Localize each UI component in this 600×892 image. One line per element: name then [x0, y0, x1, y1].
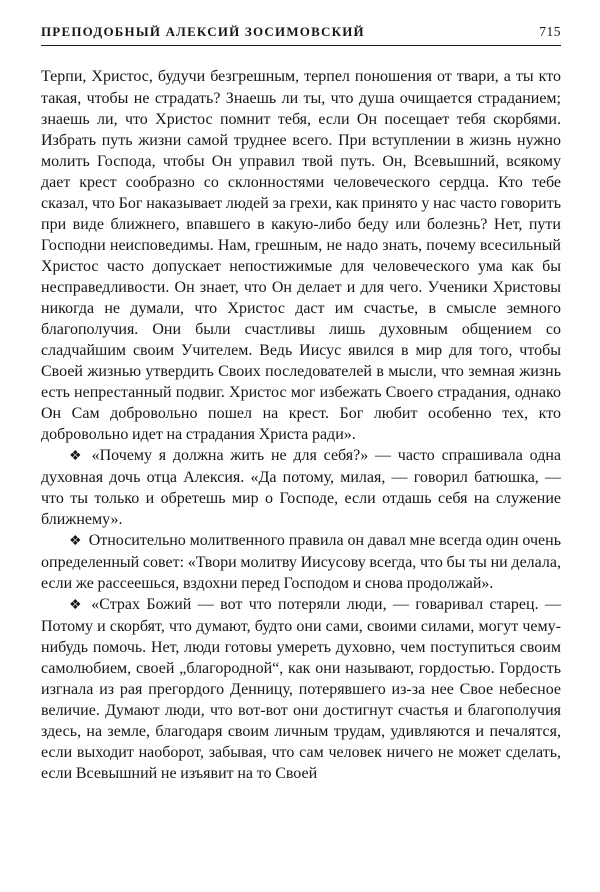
- page-number: 715: [539, 24, 561, 39]
- paragraph-text: «Страх Божий — вот что потеряли люди, — говаривал старец. — Потому и скорбят, что думают, будто они сами, своими силами, могут чему-нибудь помочь. Нет, люди готовы умереть духовно, чем поступиться своим самолюбием, своей „благородной“, как они называют, гордостью. Гордость изгнала из рая прегордого Денницу, потерявшего из-за нее Свое небесное величие. Думают люди, что вот-вот они достигнут счастья и благополучия здесь, на земле, благодаря своим личным трудам, удивляются и печалятся, если выходит наоборот, забывая, что сам человек ничего не может сделать, если Всевышний не изъявит на то Своей: [41, 596, 561, 782]
- running-header: [41, 24, 561, 40]
- paragraph: [41, 445, 561, 530]
- paragraph: [41, 594, 561, 784]
- diamond-bullet-icon: ❖: [69, 534, 82, 549]
- paragraph: [41, 530, 561, 594]
- header-rule: [41, 45, 561, 46]
- paragraph-text: Относительно молитвенного правила он давал мне всегда один очень определенный совет: «Твори молитву Иисусову всегда, что бы ты ни делала, если же рассеешься, вздохни перед Господом и снова продолжай».: [41, 532, 561, 592]
- paragraph: [41, 66, 561, 445]
- running-header-title: ПРЕПОДОБНЫЙ АЛЕКСИЙ ЗОСИМОВСКИЙ: [41, 24, 365, 39]
- diamond-bullet-icon: ❖: [69, 598, 85, 613]
- diamond-bullet-icon: ❖: [69, 449, 85, 464]
- paragraph-text: Терпи, Христос, будучи безгрешным, терпел поношения от твари, а ты кто такая, чтобы не страдать? Знаешь ли ты, что душа очищается страданием; знаешь ли, что Христос помнит тебя, если Он посещает тебя скорбями. Избрать путь жизни самой труднее всего. При вступлении в жизнь нужно молить Господа, чтобы Он управил твой путь. Он, Всевышний, всякому дает крест сообразно со склонностями человеческого сердца. Кто тебе сказал, что Бог наказывает людей за грехи, как принято у нас часто говорить при виде ближнего, впавшего в какую-либо беду или болезнь? Нет, пути Господни неисповедимы. Нам, грешным, не надо знать, почему всесильный Христос часто допускает непостижимые для человеческого ума как бы несправедливости. Он знает, что Он делает и для чего. Ученики Христовы никогда не думали, что Христос даст им счастье, в смысле земного благополучия. Они были счастливы лишь духовным общением со сладчайшим своим Учителем. Ведь Иисус явился в мир для того, чтобы Своей жизнью утвердить Своих последователей в мысли, что земная жизнь есть непрестанный подвиг. Христос мог избежать Своего страдания, однако Он Сам добровольно пошел на крест. Бог любит особенно тех, кто добровольно идет на страдания Христа ради».: [41, 68, 561, 443]
- body-text: [41, 66, 561, 784]
- paragraph-text: «Почему я должна жить не для себя?» — часто спрашивала одна духовная дочь отца Алексия. «Да потому, милая, — говорил батюшка, — что ты только и обретешь мир о Господе, если отдашь себя на служение ближнему».: [41, 447, 561, 528]
